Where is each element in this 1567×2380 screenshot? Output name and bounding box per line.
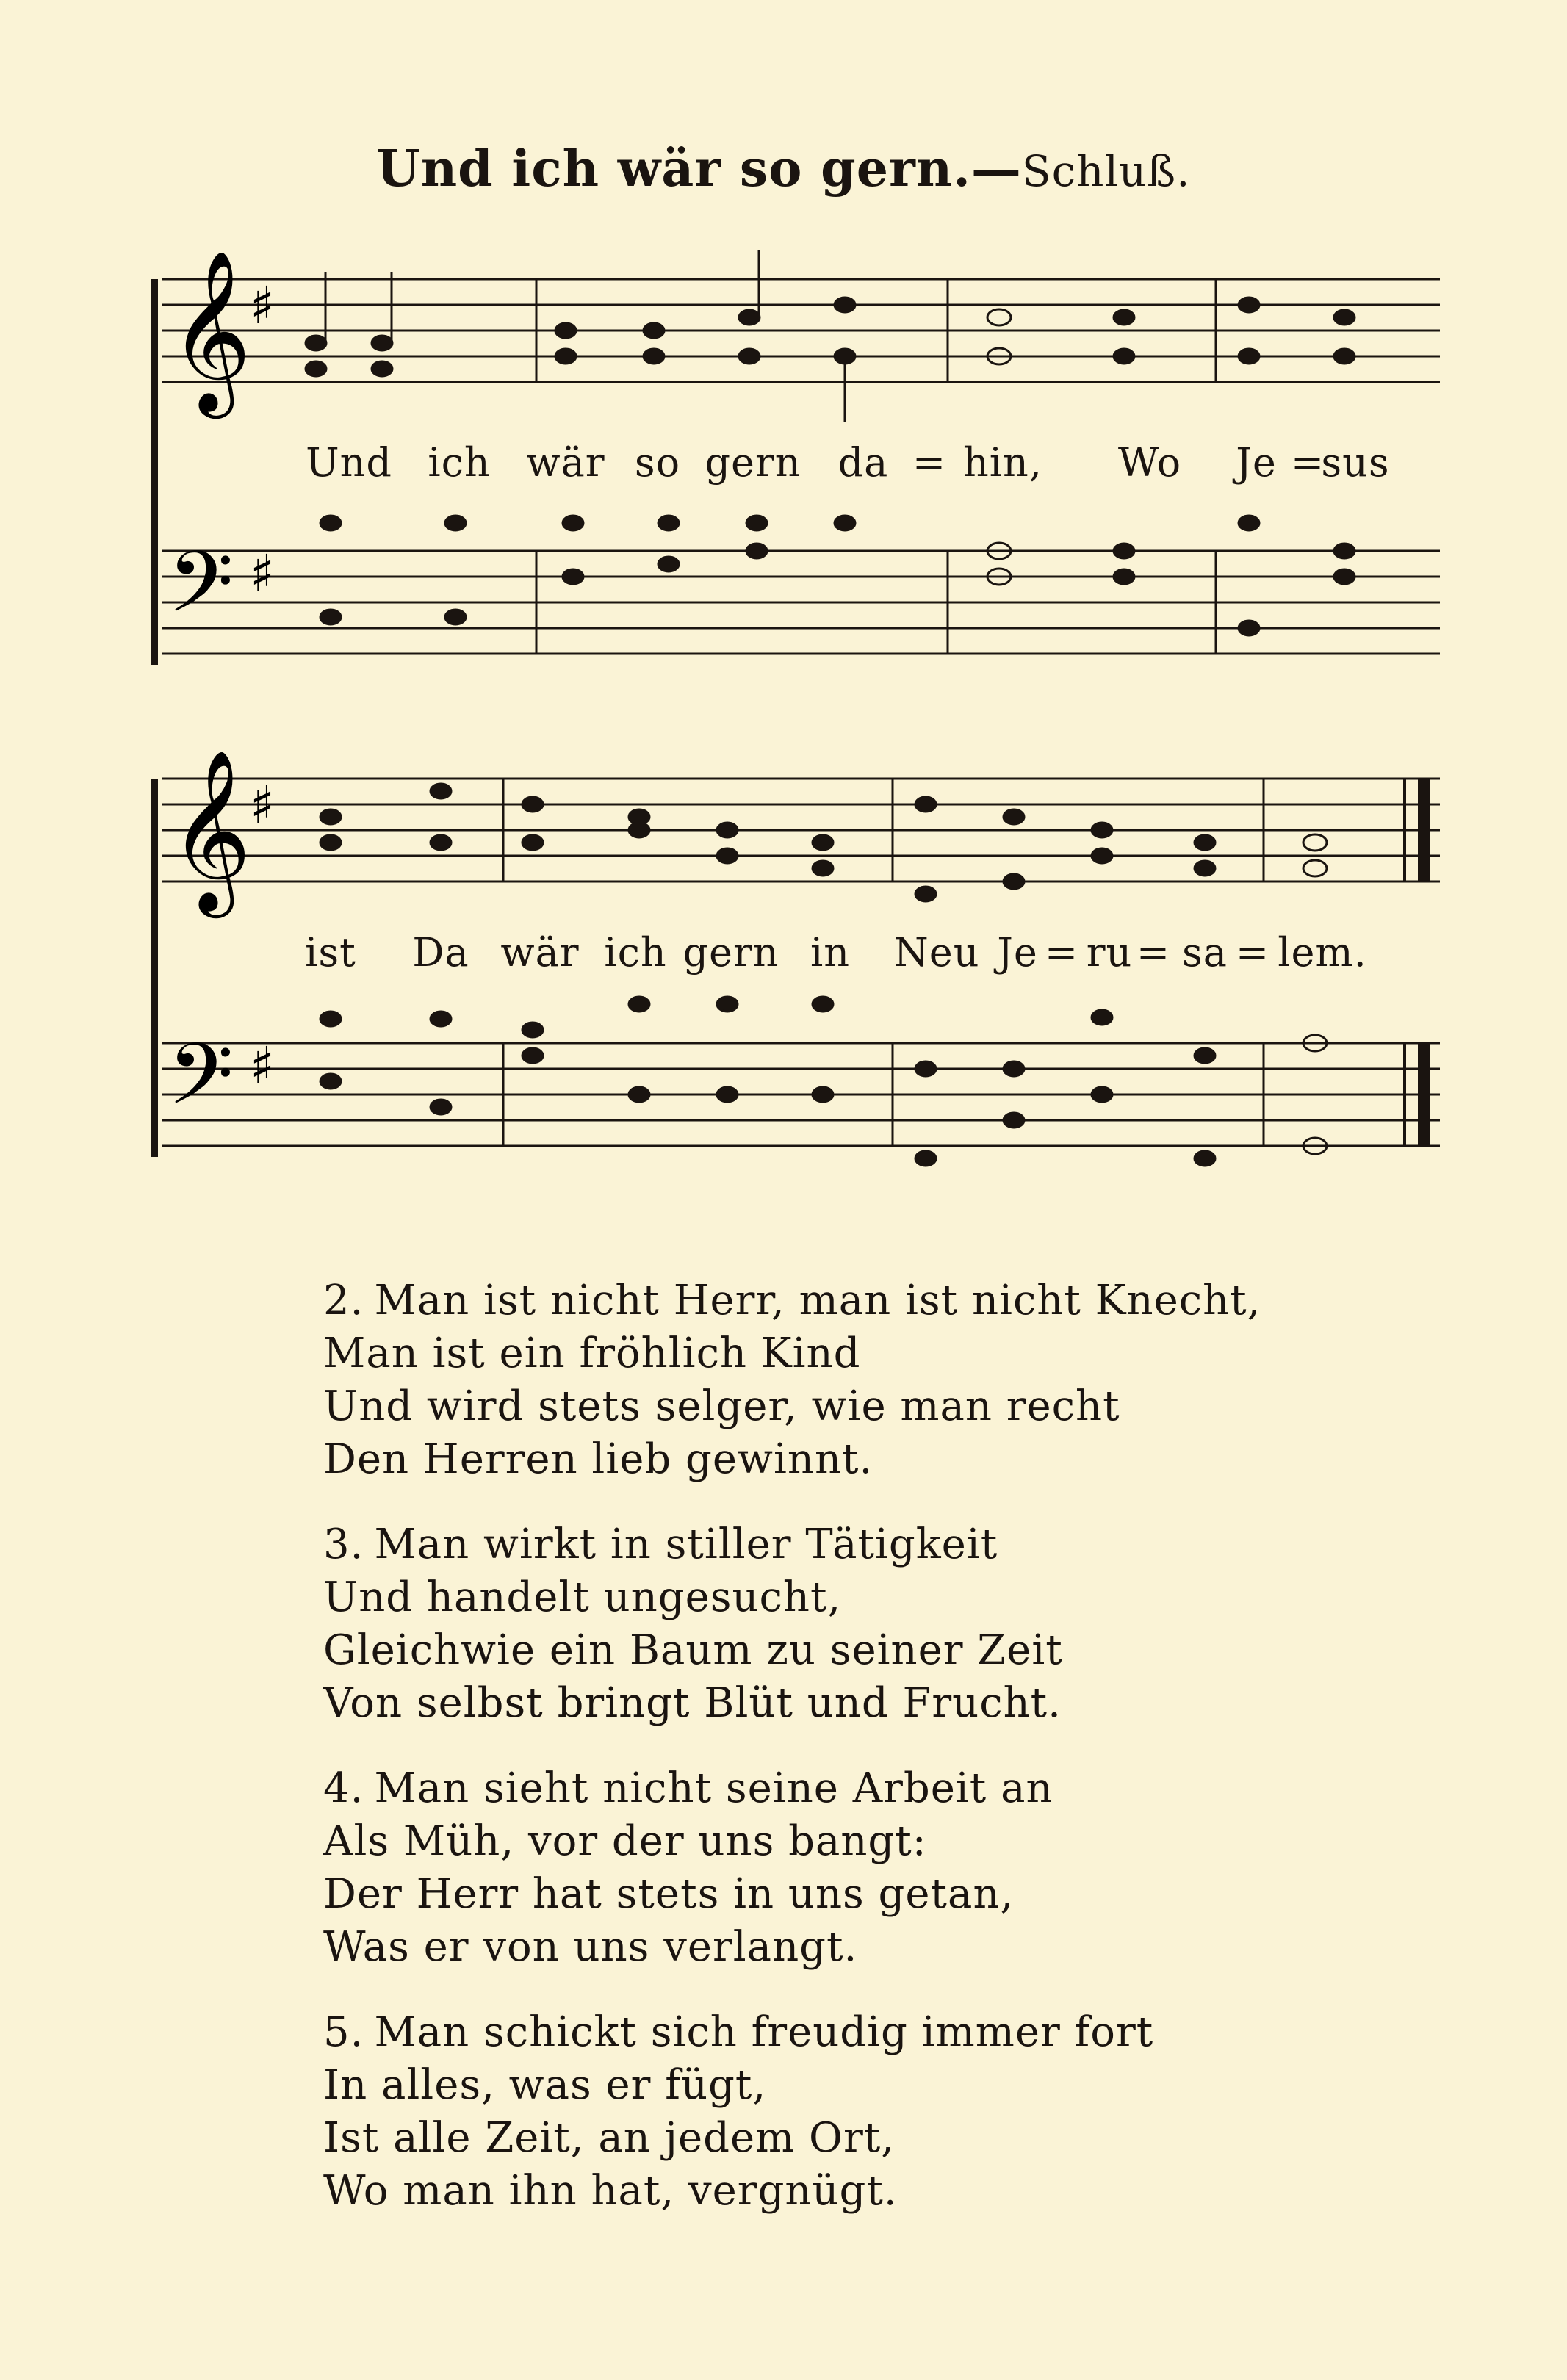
lyric-syllable: Neu (893, 929, 980, 976)
verse-line: Als Müh, vor der uns bangt: (323, 1817, 927, 1865)
key-signature-sharp-bass: ♯ (250, 1036, 275, 1096)
verse-text: Man schickt sich freudig immer fort (374, 2008, 1154, 2056)
lyric-syllable: wär (526, 439, 605, 486)
verse-number: 2. (323, 1277, 364, 1324)
verse-text: Man sieht nicht seine Arbeit an (374, 1764, 1053, 1812)
lyric-syllable: gern (682, 929, 779, 976)
bass-clef-icon: 𝄢 (167, 1025, 234, 1145)
verse-line: Was er von uns verlangt. (323, 1923, 858, 1971)
lyric-syllable: = (912, 439, 947, 486)
lyric-syllable: gern (705, 439, 801, 486)
verse-line (323, 2006, 1425, 2059)
verses-block (323, 1274, 1425, 2250)
verse-line: Ist alle Zeit, an jedem Ort, (323, 2114, 896, 2162)
title-dash: — (970, 140, 1022, 198)
title-main: Und ich wär so gern. (376, 140, 971, 198)
verse-number: 3. (323, 1521, 364, 1568)
lyric-syllable: sa (1182, 929, 1228, 976)
verse-number: 4. (323, 1764, 364, 1812)
score-system-2 (140, 731, 1462, 1201)
verse-5 (323, 2006, 1425, 2218)
key-signature-sharp-treble: ♯ (250, 275, 275, 336)
score-system-1 (140, 242, 1462, 713)
lyric-syllable: = (1044, 929, 1079, 976)
treble-clef-icon: 𝄞 (169, 749, 252, 911)
lyrics-system-2 (140, 929, 1462, 976)
verse-line: Den Herren lieb gewinnt. (323, 1435, 873, 1483)
bass-staff (162, 1043, 1440, 1146)
lyric-syllable: Und (306, 439, 392, 486)
lyric-syllable: lem. (1278, 929, 1367, 976)
verse-text: Man wirkt in stiller Tätigkeit (374, 1521, 998, 1568)
lyric-syllable: in (810, 929, 851, 976)
verse-3 (323, 1518, 1425, 1730)
key-signature-sharp-bass: ♯ (250, 544, 275, 604)
page-title (0, 140, 1567, 198)
treble-clef-icon: 𝄞 (169, 249, 252, 411)
lyric-syllable: ich (604, 929, 667, 976)
lyric-syllable: ich (428, 439, 491, 486)
title-subtitle: Schluß. (1021, 146, 1191, 196)
verse-line: Und handelt ungesucht, (323, 1573, 842, 1621)
verse-line (323, 1762, 1425, 1815)
lyric-syllable: sus (1321, 439, 1390, 486)
lyric-syllable: so (634, 439, 681, 486)
verse-line: In alles, was er fügt, (323, 2061, 767, 2109)
verse-text: Man ist nicht Herr, man ist nicht Knecht, (374, 1277, 1261, 1324)
lyric-syllable: = (1235, 929, 1270, 976)
treble-staff (162, 779, 1440, 881)
verse-line: Gleichwie ein Baum zu seiner Zeit (323, 1626, 1063, 1674)
verse-2 (323, 1274, 1425, 1486)
verse-line: Wo man ihn hat, vergnügt. (323, 2167, 898, 2215)
verse-line (323, 1518, 1425, 1571)
lyric-syllable: hin, (963, 439, 1042, 486)
verse-line: Der Herr hat stets in uns getan, (323, 1870, 1015, 1918)
lyric-syllable: Wo (1117, 439, 1182, 486)
verse-line: Von selbst bringt Blüt und Frucht. (323, 1679, 1062, 1727)
verse-4 (323, 1762, 1425, 1974)
lyric-syllable: Da (412, 929, 469, 976)
verse-line: Und wird stets selger, wie man recht (323, 1382, 1120, 1430)
lyric-syllable: Je (1236, 439, 1277, 486)
lyric-syllable: = (1290, 439, 1325, 486)
verse-number: 5. (323, 2008, 364, 2056)
verse-line: Man ist ein fröhlich Kind (323, 1330, 861, 1377)
lyric-syllable: Je (997, 929, 1038, 976)
treble-staff (162, 279, 1440, 382)
lyrics-system-1 (140, 439, 1462, 486)
lyric-syllable: da (837, 439, 889, 486)
bass-clef-icon: 𝄢 (167, 533, 234, 653)
key-signature-sharp-treble: ♯ (250, 775, 275, 835)
lyric-syllable: wär (500, 929, 580, 976)
lyric-syllable: ru (1086, 929, 1133, 976)
lyric-syllable: ist (305, 929, 356, 976)
verse-line (323, 1274, 1425, 1327)
lyric-syllable: = (1136, 929, 1171, 976)
bass-staff (162, 551, 1440, 654)
